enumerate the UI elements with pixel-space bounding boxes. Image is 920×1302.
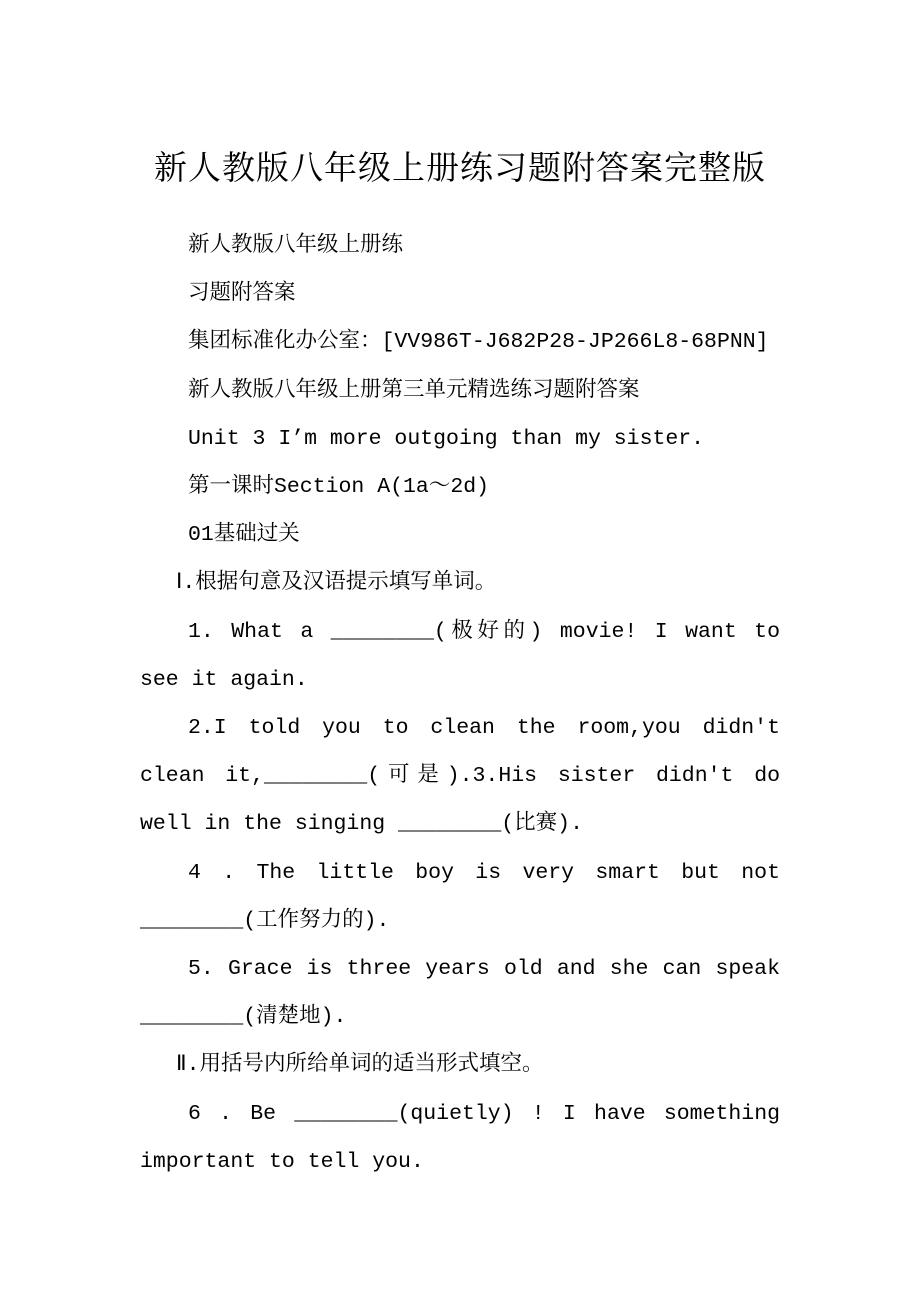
lesson-heading: 第一课时Section A(1a～2d) bbox=[188, 475, 490, 500]
section-label: 01基础过关 bbox=[188, 523, 300, 548]
question-6: 6 . Be ________(quietly) ! I have something important to tell you. bbox=[140, 1101, 780, 1174]
document-body bbox=[140, 222, 780, 1186]
section-heading-2: Ⅱ.用括号内所给单词的适当形式填空。 bbox=[176, 1053, 544, 1078]
text-line: 集团标准化办公室：[VV986T-J682P28-JP266L8-68PNN] bbox=[188, 330, 769, 355]
question-1: 1. What a ________(极好的) movie! I want to see it again. bbox=[140, 619, 780, 692]
text-line: 新人教版八年级上册第三单元精选练习题附答案 bbox=[188, 378, 640, 403]
text-line: 习题附答案 bbox=[188, 282, 296, 307]
unit-heading: Unit 3 I’m more outgoing than my sister. bbox=[188, 426, 705, 451]
question-2-3: 2.I told you to clean the room,you didn't clean it,________(可是).3.His sister didn't do well in the singing ________(比赛). bbox=[140, 716, 780, 837]
question-4: 4 . The little boy is very smart but not ________(工作努力的). bbox=[140, 860, 780, 933]
section-heading-1: Ⅰ.根据句意及汉语提示填写单词。 bbox=[176, 571, 497, 596]
question-5: 5. Grace is three years old and she can speak ________(清楚地). bbox=[140, 957, 780, 1030]
text-line: 新人教版八年级上册练 bbox=[188, 234, 404, 258]
document-title: 新人教版八年级上册练习题附答案完整版 bbox=[154, 148, 766, 187]
